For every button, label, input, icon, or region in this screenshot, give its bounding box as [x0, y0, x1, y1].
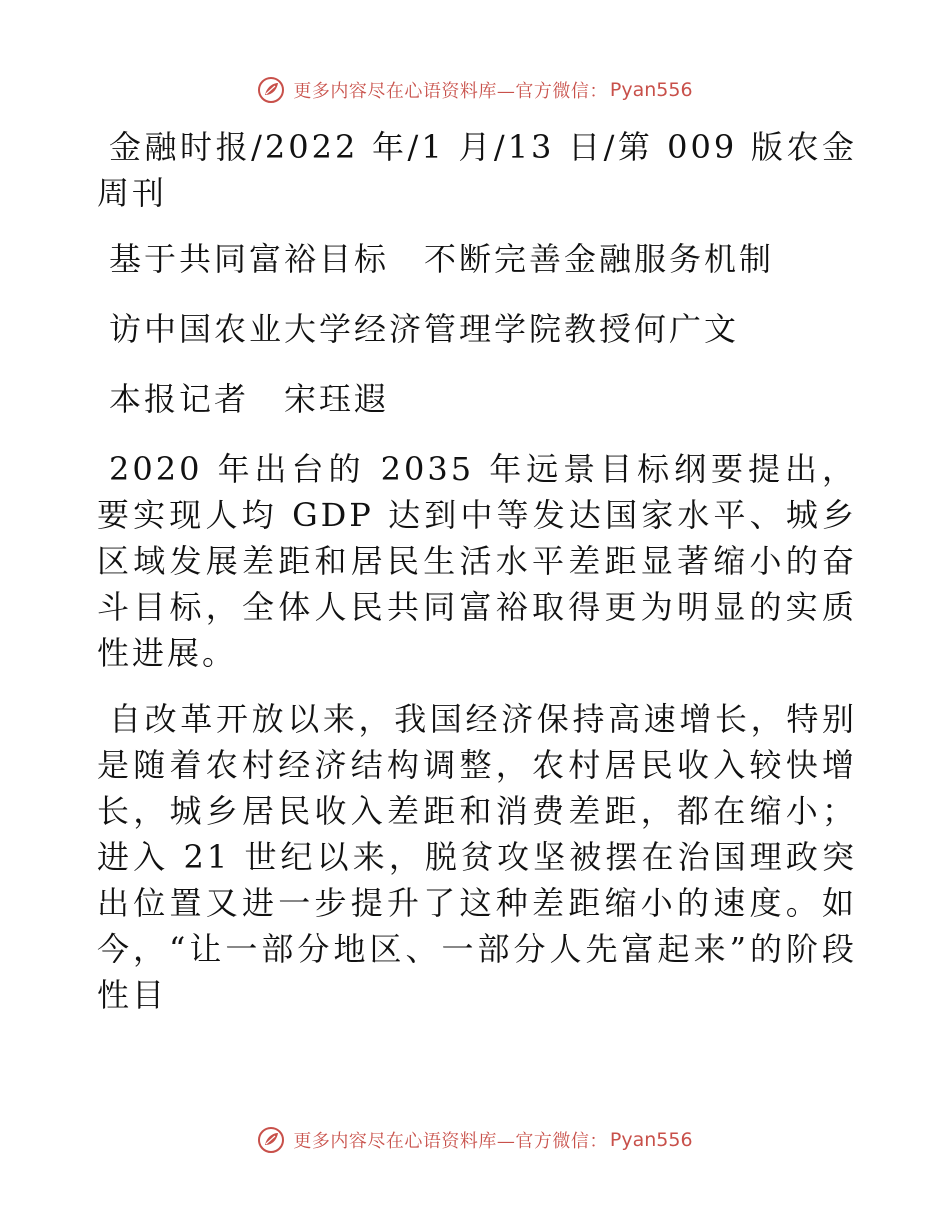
article-headline: 基于共同富裕目标 不断完善金融服务机制 [109, 240, 775, 278]
header-watermark [0, 70, 950, 110]
leaf-circle-icon [257, 76, 285, 104]
watermark-brand: Pyan556 [609, 1129, 693, 1151]
source-line: 金融时报/2022 年/1 月/13 日/第 009 版农金周刊 [97, 128, 857, 212]
article-subheadline: 访中国农业大学经济管理学院教授何广文 [109, 310, 740, 348]
article-byline: 本报记者 宋珏遐 [109, 380, 390, 418]
leaf-circle-icon [257, 1126, 285, 1154]
article-body [97, 124, 857, 1038]
paragraph-1: 2020 年出台的 2035 年远景目标纲要提出，要实现人均 GDP 达到中等发达国家水平、城乡区域发展差距和居民生活水平差距显著缩小的奋斗目标，全体人民共同富裕取得更为明显的实质性进展。 [97, 450, 857, 672]
paragraph-2: 自改革开放以来，我国经济保持高速增长，特别是随着农村经济结构调整，农村居民收入较快增长，城乡居民收入差距和消费差距，都在缩小；进入 21 世纪以来，脱贫攻坚被摆在治国理政突出位置又进一步提升了这种差距缩小的速度。如今，“让一部分地区、一部分人先富起来”的阶段性目 [97, 700, 857, 1014]
footer-watermark [0, 1120, 950, 1160]
watermark-text: 更多内容尽在心语资料库—官方微信： [293, 1131, 608, 1152]
watermark-brand: Pyan556 [609, 79, 693, 101]
watermark-text: 更多内容尽在心语资料库—官方微信： [293, 81, 608, 102]
